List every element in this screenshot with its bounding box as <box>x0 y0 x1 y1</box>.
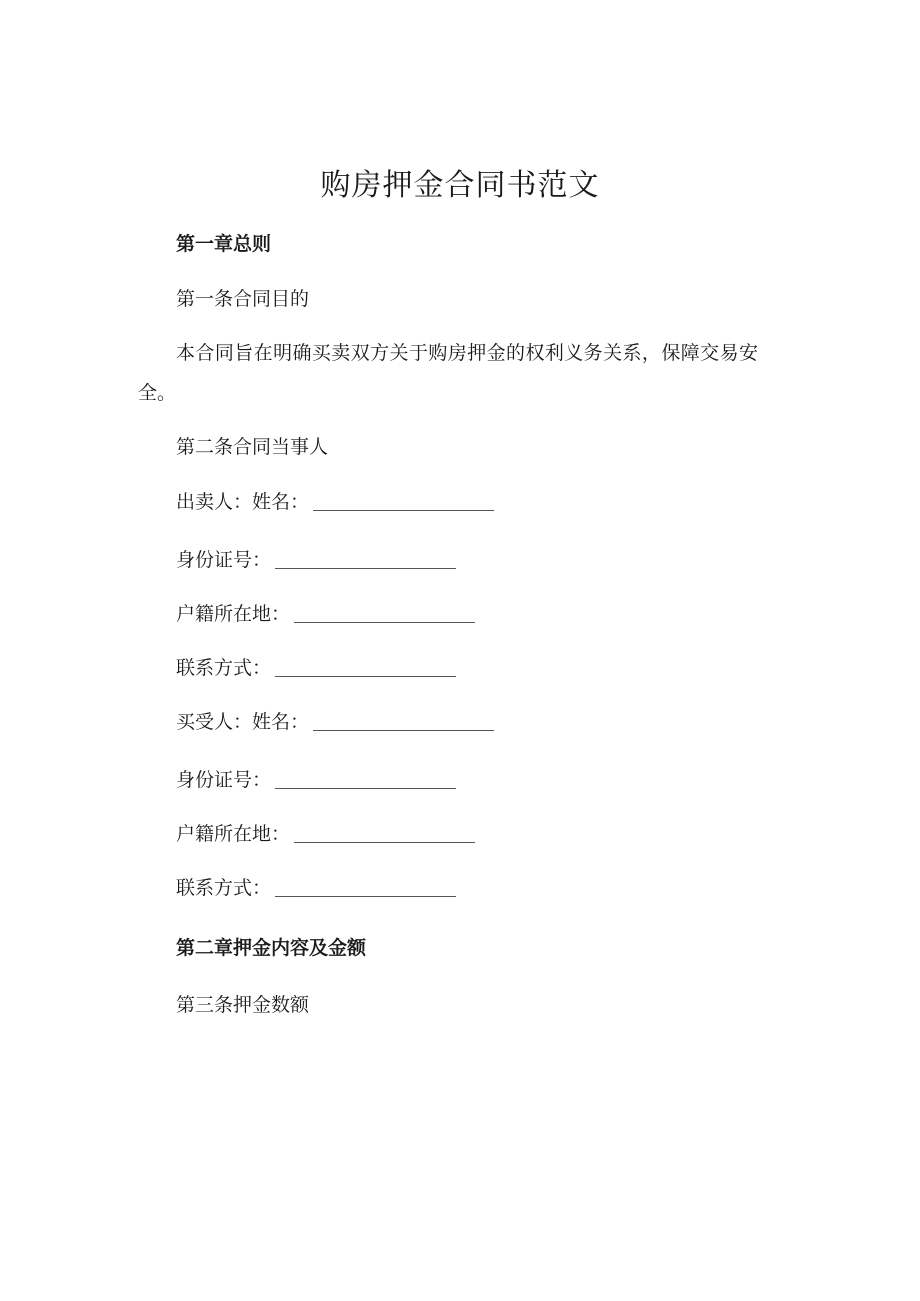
article-1-text: 本合同旨在明确买卖双方关于购房押金的权利义务关系，保障交易安全。 <box>138 342 758 404</box>
seller-contact-blank[interactable] <box>275 656 456 677</box>
seller-contact-field <box>176 653 456 683</box>
buyer-household-blank[interactable] <box>294 822 475 843</box>
seller-contact-label: 联系方式： <box>176 657 272 679</box>
chapter-2-heading: 第二章押金内容及金额 <box>176 937 367 959</box>
seller-id-label: 身份证号： <box>176 549 272 571</box>
article-3-heading: 第三条押金数额 <box>176 994 310 1016</box>
seller-id-blank[interactable] <box>275 548 456 569</box>
seller-name-blank[interactable] <box>313 490 494 511</box>
buyer-household-field <box>176 819 475 849</box>
buyer-id-label: 身份证号： <box>176 769 272 791</box>
buyer-household-label: 户籍所在地： <box>176 823 291 845</box>
buyer-id-field <box>176 765 456 795</box>
buyer-id-blank[interactable] <box>275 768 456 789</box>
seller-household-label: 户籍所在地： <box>176 603 291 625</box>
buyer-name-field <box>176 707 494 737</box>
buyer-contact-field <box>176 873 456 903</box>
article-2-heading: 第二条合同当事人 <box>176 436 329 458</box>
document-title: 购房押金合同书范文 <box>320 168 600 203</box>
article-1-heading: 第一条合同目的 <box>176 288 310 310</box>
buyer-contact-label: 联系方式： <box>176 877 272 899</box>
buyer-name-blank[interactable] <box>313 710 494 731</box>
chapter-1-heading: 第一章总则 <box>176 233 272 255</box>
buyer-contact-blank[interactable] <box>275 876 456 897</box>
buyer-name-label: 买受人：姓名： <box>176 711 310 733</box>
seller-household-field <box>176 599 475 629</box>
seller-name-field <box>176 487 494 517</box>
seller-name-label: 出卖人：姓名： <box>176 491 310 513</box>
seller-id-field <box>176 545 456 575</box>
seller-household-blank[interactable] <box>294 602 475 623</box>
